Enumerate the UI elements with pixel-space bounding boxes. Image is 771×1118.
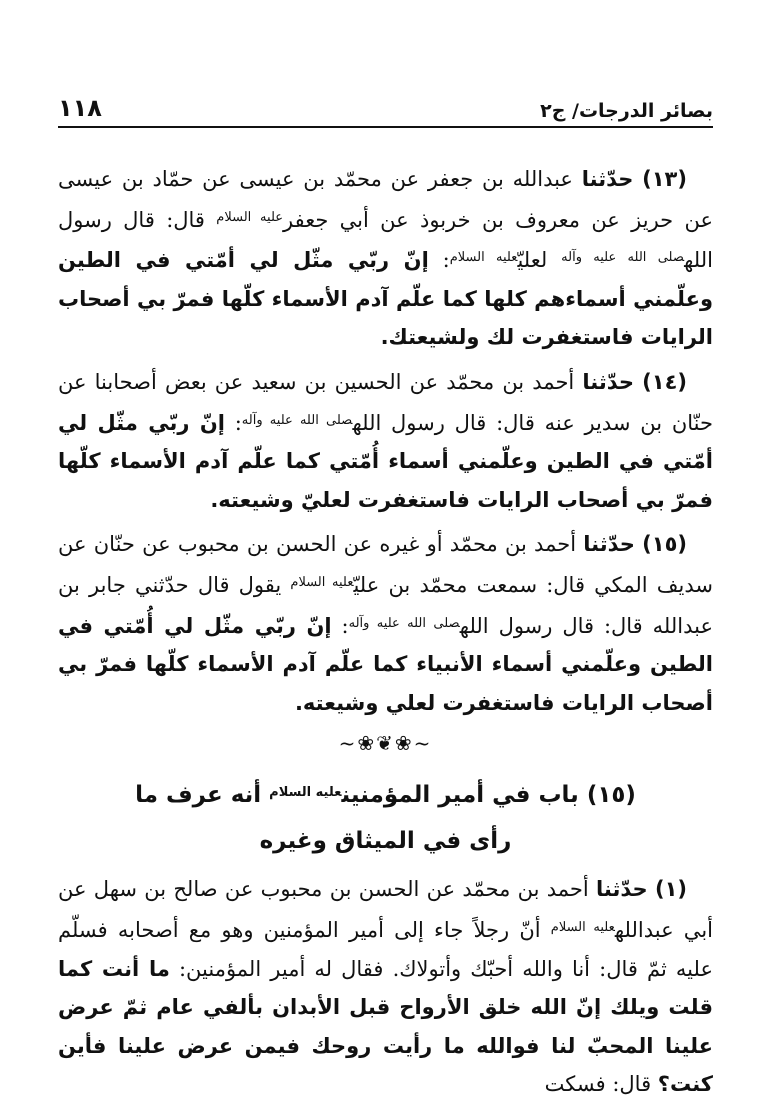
hadith-opening: حدّثنا — [581, 167, 634, 191]
hadith-number: (١٥) — [642, 532, 687, 557]
chapter-heading-line2: رأى في الميثاق وغيره — [259, 828, 512, 855]
hadith-14 — [58, 363, 713, 519]
chapter-heading — [58, 770, 713, 864]
honorific-mark: عليه السلام — [216, 209, 284, 225]
hadith-chain: أحمد بن محمّد أو غيره عن الحسن بن محبوب عن حنّان عن سديف المكي قال: سمعت محمّد بن عليّ — [58, 532, 713, 597]
hadith-chain: أحمد بن محمّد عن الحسن بن محبوب عن صالح بن سهل عن أبي عبدالله — [58, 877, 713, 942]
honorific-mark: صلى الله عليه وآله — [241, 412, 353, 428]
hadith-text: قال: فسكت — [544, 1072, 658, 1097]
page-header — [58, 82, 713, 122]
honorific-mark: عليه السلام — [449, 250, 518, 266]
hadith-text: لعليّ — [517, 248, 562, 273]
hadith-quote: إنّ ربّي مثّل لي أمّتي في الطين وعلّمني أسماء أُمّتي كما علّم آدم الأسماء كلّها فمرّ بي أصحاب الرايات فاستغفرت لعليّ وشيعته. — [58, 410, 713, 512]
hadith-opening: حدّثنا — [582, 369, 634, 394]
hadith-15 — [58, 525, 713, 722]
hadith-quote: إنّ ربّي مثّل لي أمّتي في الطين وعلّمني أسماءهم كلها كما علّم آدم الأسماء كلّها فمرّ بي أصحاب الرايات فاستغفرت لك ولشيعتك. — [58, 248, 713, 350]
hadith-text: يقول قال حدّثني جابر بن عبدالله قال: قال رسول الله — [58, 572, 713, 638]
hadith-opening: حدّثنا — [583, 532, 635, 557]
honorific-mark: صلى الله عليه وآله — [561, 250, 685, 266]
hadith-text: : — [331, 613, 349, 638]
hadith-text: : — [224, 410, 242, 435]
header-rule — [58, 126, 713, 128]
hadith-chain: أحمد بن محمّد عن الحسين بن سعيد عن بعض أصحابنا عن حنّان بن سدير عنه قال: قال رسول الله — [58, 369, 713, 435]
section-divider-ornament: ~❀❦❀~ — [338, 731, 433, 756]
honorific-mark: صلى الله عليه وآله — [348, 615, 460, 631]
hadith-13 — [58, 160, 713, 357]
hadith-opening: حدّثنا — [596, 877, 648, 902]
hadith-1 — [58, 870, 713, 1104]
hadith-text: قال: قال رسول الله — [58, 207, 713, 273]
page-body — [58, 160, 713, 1110]
hadith-chain: عبدالله بن جعفر عن محمّد بن عيسى عن حمّاد بن عيسى عن حريز عن معروف بن خربوذ عن أبي جعفر — [58, 167, 713, 232]
hadith-text: أنّ رجلاً جاء إلى أمير المؤمنين وهو مع أصحابه فسلّم عليه ثمّ قال: أنا والله أحبّك وأتولاك. فقال له أمير المؤمنين: — [58, 917, 713, 981]
honorific-mark: عليه السلام — [290, 574, 354, 590]
hadith-number: (١٤) — [642, 369, 687, 394]
hadith-number: (١٣) — [642, 167, 687, 191]
running-title: بصائر الدرجات/ ج٢ — [540, 100, 713, 122]
hadith-quote: ما أنت كما قلت ويلك إنّ الله خلق الأرواح قبل الأبدان بألفي عام ثمّ عرض علينا المحبّ لنا فوالله ما رأيت روحك فيمن عرض علينا فأين كنت؟ — [58, 956, 713, 1097]
honorific-mark: عليه السلام — [269, 785, 342, 801]
page-number: ١١٨ — [58, 94, 102, 122]
honorific-mark: عليه السلام — [550, 919, 615, 935]
chapter-heading-line1: (١٥) باب في أمير المؤمنين — [341, 782, 636, 809]
hadith-number: (١) — [654, 877, 687, 902]
chapter-heading-line1-end: أنه عرف ما — [135, 782, 270, 809]
hadith-quote: إنّ ربّي مثّل لي أُمّتي في الطين وعلّمني أسماء الأنبياء كما علّم آدم الأسماء كلّها فمرّ بي أصحاب الرايات فاستغفرت لعلي وشيعته. — [58, 613, 713, 715]
hadith-text: : — [428, 248, 450, 273]
